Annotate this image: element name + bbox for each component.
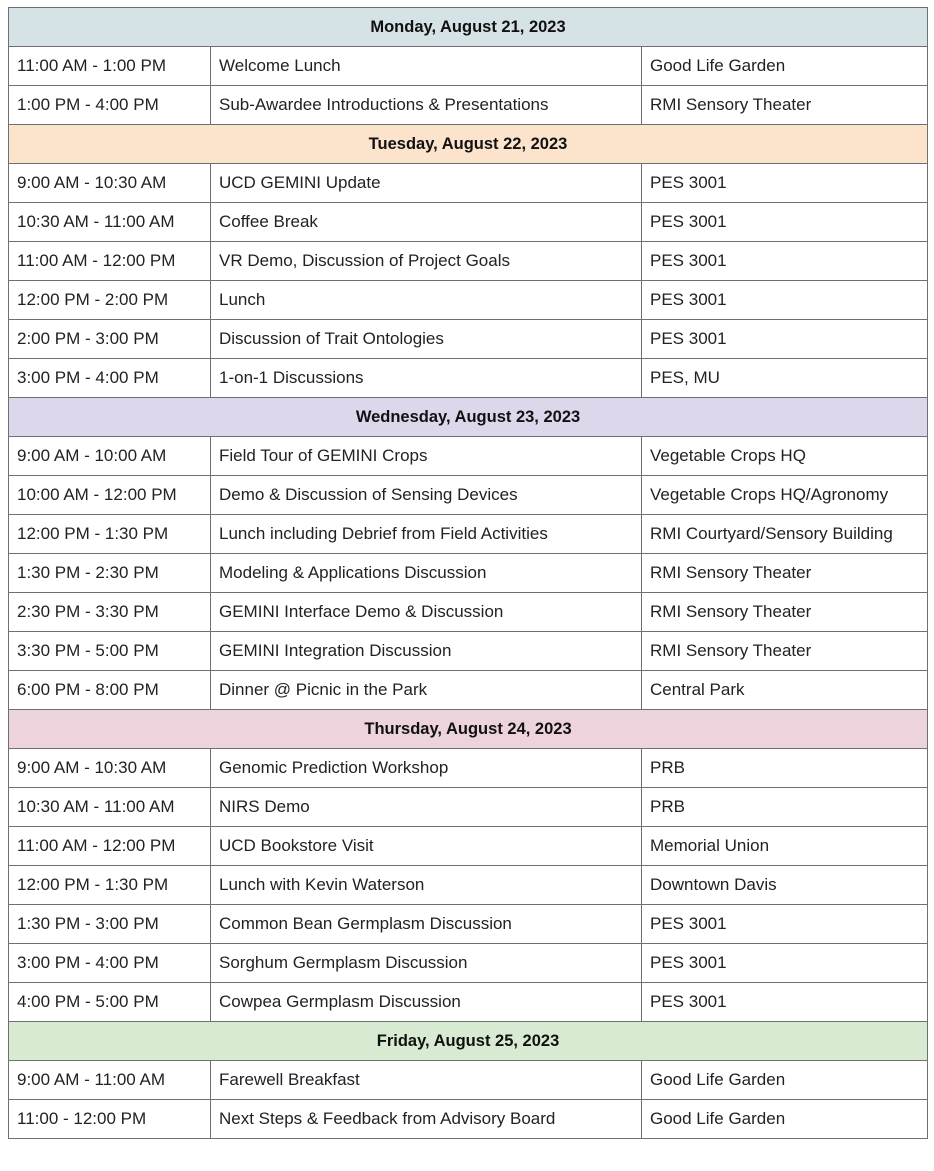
day-header-row xyxy=(9,125,928,164)
time-cell: 9:00 AM - 10:00 AM xyxy=(9,437,211,476)
location-cell: PES 3001 xyxy=(642,944,928,983)
session-cell: UCD GEMINI Update xyxy=(211,164,642,203)
location-cell: PES 3001 xyxy=(642,242,928,281)
time-cell: 4:00 PM - 5:00 PM xyxy=(9,983,211,1022)
session-cell: Sorghum Germplasm Discussion xyxy=(211,944,642,983)
session-row xyxy=(9,320,928,359)
day-header: Monday, August 21, 2023 xyxy=(9,8,928,47)
day-header: Friday, August 25, 2023 xyxy=(9,1022,928,1061)
location-cell: PES 3001 xyxy=(642,983,928,1022)
session-row xyxy=(9,86,928,125)
location-cell: RMI Sensory Theater xyxy=(642,593,928,632)
time-cell: 3:30 PM - 5:00 PM xyxy=(9,632,211,671)
schedule-table xyxy=(8,7,928,1139)
location-cell: RMI Sensory Theater xyxy=(642,632,928,671)
time-cell: 3:00 PM - 4:00 PM xyxy=(9,359,211,398)
session-row xyxy=(9,944,928,983)
session-cell: Sub-Awardee Introductions & Presentations xyxy=(211,86,642,125)
day-header-row xyxy=(9,8,928,47)
time-cell: 2:00 PM - 3:00 PM xyxy=(9,320,211,359)
session-cell: Lunch with Kevin Waterson xyxy=(211,866,642,905)
session-cell: 1-on-1 Discussions xyxy=(211,359,642,398)
session-row xyxy=(9,47,928,86)
session-cell: GEMINI Integration Discussion xyxy=(211,632,642,671)
session-cell: Coffee Break xyxy=(211,203,642,242)
session-cell: Field Tour of GEMINI Crops xyxy=(211,437,642,476)
day-header-row xyxy=(9,398,928,437)
session-row xyxy=(9,788,928,827)
session-row xyxy=(9,554,928,593)
session-cell: Genomic Prediction Workshop xyxy=(211,749,642,788)
session-row xyxy=(9,827,928,866)
session-cell: GEMINI Interface Demo & Discussion xyxy=(211,593,642,632)
location-cell: Memorial Union xyxy=(642,827,928,866)
session-cell: NIRS Demo xyxy=(211,788,642,827)
session-cell: Lunch xyxy=(211,281,642,320)
schedule-body xyxy=(9,8,928,1139)
location-cell: Central Park xyxy=(642,671,928,710)
time-cell: 9:00 AM - 10:30 AM xyxy=(9,749,211,788)
time-cell: 9:00 AM - 10:30 AM xyxy=(9,164,211,203)
session-cell: Farewell Breakfast xyxy=(211,1061,642,1100)
location-cell: PES 3001 xyxy=(642,320,928,359)
session-row xyxy=(9,515,928,554)
session-cell: VR Demo, Discussion of Project Goals xyxy=(211,242,642,281)
session-row xyxy=(9,476,928,515)
session-row xyxy=(9,671,928,710)
session-cell: Demo & Discussion of Sensing Devices xyxy=(211,476,642,515)
day-header-row xyxy=(9,710,928,749)
session-row xyxy=(9,164,928,203)
time-cell: 12:00 PM - 1:30 PM xyxy=(9,866,211,905)
location-cell: Downtown Davis xyxy=(642,866,928,905)
time-cell: 1:00 PM - 4:00 PM xyxy=(9,86,211,125)
location-cell: PRB xyxy=(642,749,928,788)
day-header-row xyxy=(9,1022,928,1061)
time-cell: 11:00 AM - 12:00 PM xyxy=(9,242,211,281)
session-cell: UCD Bookstore Visit xyxy=(211,827,642,866)
time-cell: 10:00 AM - 12:00 PM xyxy=(9,476,211,515)
location-cell: Good Life Garden xyxy=(642,47,928,86)
time-cell: 9:00 AM - 11:00 AM xyxy=(9,1061,211,1100)
time-cell: 11:00 - 12:00 PM xyxy=(9,1100,211,1139)
location-cell: PES 3001 xyxy=(642,164,928,203)
time-cell: 3:00 PM - 4:00 PM xyxy=(9,944,211,983)
location-cell: Good Life Garden xyxy=(642,1100,928,1139)
session-row xyxy=(9,242,928,281)
time-cell: 12:00 PM - 2:00 PM xyxy=(9,281,211,320)
session-row xyxy=(9,437,928,476)
day-header: Wednesday, August 23, 2023 xyxy=(9,398,928,437)
location-cell: Good Life Garden xyxy=(642,1061,928,1100)
session-row xyxy=(9,1100,928,1139)
session-cell: Cowpea Germplasm Discussion xyxy=(211,983,642,1022)
session-cell: Welcome Lunch xyxy=(211,47,642,86)
location-cell: PES 3001 xyxy=(642,281,928,320)
session-cell: Discussion of Trait Ontologies xyxy=(211,320,642,359)
time-cell: 10:30 AM - 11:00 AM xyxy=(9,203,211,242)
location-cell: RMI Sensory Theater xyxy=(642,554,928,593)
session-row xyxy=(9,593,928,632)
location-cell: Vegetable Crops HQ xyxy=(642,437,928,476)
time-cell: 12:00 PM - 1:30 PM xyxy=(9,515,211,554)
time-cell: 2:30 PM - 3:30 PM xyxy=(9,593,211,632)
time-cell: 11:00 AM - 1:00 PM xyxy=(9,47,211,86)
time-cell: 10:30 AM - 11:00 AM xyxy=(9,788,211,827)
session-row xyxy=(9,203,928,242)
day-header: Thursday, August 24, 2023 xyxy=(9,710,928,749)
time-cell: 11:00 AM - 12:00 PM xyxy=(9,827,211,866)
session-cell: Modeling & Applications Discussion xyxy=(211,554,642,593)
session-row xyxy=(9,281,928,320)
session-row xyxy=(9,866,928,905)
session-cell: Dinner @ Picnic in the Park xyxy=(211,671,642,710)
session-row xyxy=(9,905,928,944)
location-cell: PES, MU xyxy=(642,359,928,398)
session-cell: Lunch including Debrief from Field Activities xyxy=(211,515,642,554)
session-row xyxy=(9,359,928,398)
day-header: Tuesday, August 22, 2023 xyxy=(9,125,928,164)
location-cell: PES 3001 xyxy=(642,905,928,944)
time-cell: 6:00 PM - 8:00 PM xyxy=(9,671,211,710)
session-row xyxy=(9,983,928,1022)
location-cell: PES 3001 xyxy=(642,203,928,242)
session-cell: Next Steps & Feedback from Advisory Board xyxy=(211,1100,642,1139)
location-cell: PRB xyxy=(642,788,928,827)
location-cell: Vegetable Crops HQ/Agronomy xyxy=(642,476,928,515)
session-cell: Common Bean Germplasm Discussion xyxy=(211,905,642,944)
session-row xyxy=(9,1061,928,1100)
session-row xyxy=(9,749,928,788)
time-cell: 1:30 PM - 3:00 PM xyxy=(9,905,211,944)
location-cell: RMI Sensory Theater xyxy=(642,86,928,125)
session-row xyxy=(9,632,928,671)
time-cell: 1:30 PM - 2:30 PM xyxy=(9,554,211,593)
location-cell: RMI Courtyard/Sensory Building xyxy=(642,515,928,554)
